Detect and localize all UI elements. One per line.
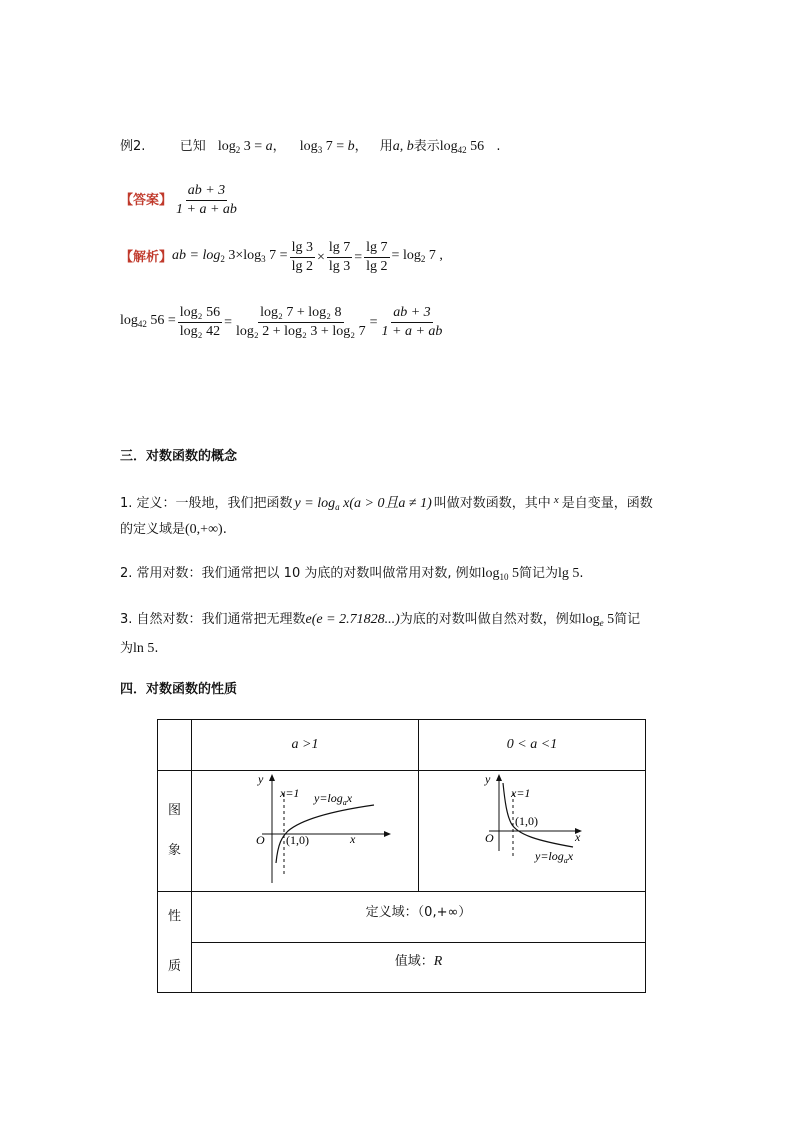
analysis-line-2: $\log_{42} 56$ = $\frac{\text{log₂ 56}}{\text{log₂ 42}}$ = $\frac{\text{log₂ 7 + log₂ 8}}{\text{log₂ 2 + log₂ 3 + log₂ 7}}$ = $\frac{ab + 3}{1 + a + ab}$ bbox=[120, 305, 443, 339]
answer-fraction: $\frac{ab + 3}{1 + a + ab}$ bbox=[176, 183, 237, 217]
analysis-lhs: ab = $\log_2 3\times\log_3$ 7 = bbox=[172, 248, 288, 264]
common-log-para: 2. 常用对数：我们通常把以 10 为底的对数叫做常用对数, 例如$\log_{10} 5$简记为lg 5. bbox=[120, 566, 584, 582]
section-4-title: 四．对数函数的性质 bbox=[120, 682, 238, 697]
origin-label: O bbox=[485, 831, 494, 845]
header-a-lt-1: 0 < a <1 bbox=[419, 720, 646, 771]
target-log: $\log_{42} 56$ bbox=[439, 139, 485, 155]
fraction-lg7-lg3: $\frac{\lg 7}{\lg 3}$ bbox=[328, 240, 351, 274]
asymptote-label: x=1 bbox=[280, 786, 300, 800]
analysis-result: = $\log_2 7$ , bbox=[391, 248, 443, 264]
point-label: (1,0) bbox=[515, 814, 538, 828]
domain-interval: (0,+∞) bbox=[185, 522, 223, 537]
example-statement: 例2. 已知 $\log_2 3 = a$， $\log_3 7 = b$， 用a, b表示$\log_{42} 56$ . bbox=[120, 139, 501, 155]
y-axis-arrow bbox=[269, 774, 275, 781]
given-text: 已知 bbox=[179, 139, 206, 154]
fraction-lg7-lg2: $\frac{\lg 7}{\lg 2}$ bbox=[366, 240, 388, 274]
variables: a, b bbox=[392, 139, 414, 154]
x-label: x bbox=[350, 832, 356, 846]
graph-decreasing-log bbox=[419, 771, 645, 891]
graph-row-label: 图 象 bbox=[158, 771, 192, 892]
equation-1: $\log_2 3 = a$ bbox=[217, 139, 273, 155]
definition-para-line2: 的定义域是(0,+∞). bbox=[120, 522, 227, 537]
properties-table bbox=[157, 719, 646, 993]
example-label: 例2. bbox=[120, 139, 146, 154]
graph-increasing-log bbox=[192, 771, 418, 891]
y-axis-arrow bbox=[496, 774, 502, 781]
y-label: y bbox=[258, 772, 264, 786]
corner-cell bbox=[158, 720, 192, 771]
fraction-lg3-lg2: $\frac{\lg 3}{\lg 2}$ bbox=[291, 240, 313, 274]
answer-block bbox=[120, 183, 241, 218]
equation-2: $\log_3 7 = b$ bbox=[299, 139, 355, 155]
header-a-gt-1: a >1 bbox=[192, 720, 419, 771]
definition-para-line1: 1. 定义：一般地，我们把函数 $y = \log_a x(a > 0$且a ≠ 1) 叫做对数函数，其中 $^x$ 是自变量，函数 bbox=[120, 494, 653, 512]
answer-tag: 【答案】 bbox=[120, 192, 173, 208]
fraction-result: $\frac{ab + 3}{1 + a + ab}$ bbox=[381, 305, 443, 339]
fraction-expanded: $\frac{\text{log₂ 7 + log₂ 8}}{\text{log₂ 2 + log₂ 3 + log₂ 7}}$ bbox=[235, 305, 366, 339]
fraction-log56-log42: $\frac{\text{log₂ 56}}{\text{log₂ 42}}$ bbox=[179, 305, 221, 339]
graph-a-gt-1-cell bbox=[192, 771, 419, 892]
asymptote-label: x=1 bbox=[511, 786, 531, 800]
analysis-line-1: 【解析】 ab = $\log_2 3\times\log_3$ 7 = $\frac{\lg 3}{\lg 2}$ × $\frac{\lg 7}{\lg 3}$ = $\frac{\lg 7}{\lg 2}$ = $\log_2 7$ , bbox=[120, 240, 443, 274]
analysis-tag: 【解析】 bbox=[120, 249, 173, 265]
function-label: $y=\log_ax$ bbox=[314, 791, 353, 807]
x-label: x bbox=[575, 830, 581, 844]
domain-cell: 定义域：（0,+∞） bbox=[192, 892, 646, 943]
range-cell: 值域：R bbox=[192, 942, 646, 993]
x-axis-arrow bbox=[384, 831, 391, 837]
natural-log-para-line1: 3. 自然对数：我们通常把无理数e(e = 2.71828...)为底的对数叫做自然对数，例如$\log_e 5$简记 bbox=[120, 612, 641, 628]
section-3-title: 三．对数函数的概念 bbox=[120, 449, 238, 464]
y-label: y bbox=[485, 772, 491, 786]
point-label: (1,0) bbox=[286, 833, 309, 847]
graph-a-lt-1-cell bbox=[419, 771, 646, 892]
line2-lhs: $\log_{42} 56$ = bbox=[120, 313, 176, 329]
property-row-label: 性 质 bbox=[158, 892, 192, 993]
function-label: $y=\log_ax$ bbox=[535, 849, 574, 865]
origin-label: O bbox=[256, 833, 265, 847]
natural-log-para-line2: 为ln 5. bbox=[120, 641, 159, 656]
